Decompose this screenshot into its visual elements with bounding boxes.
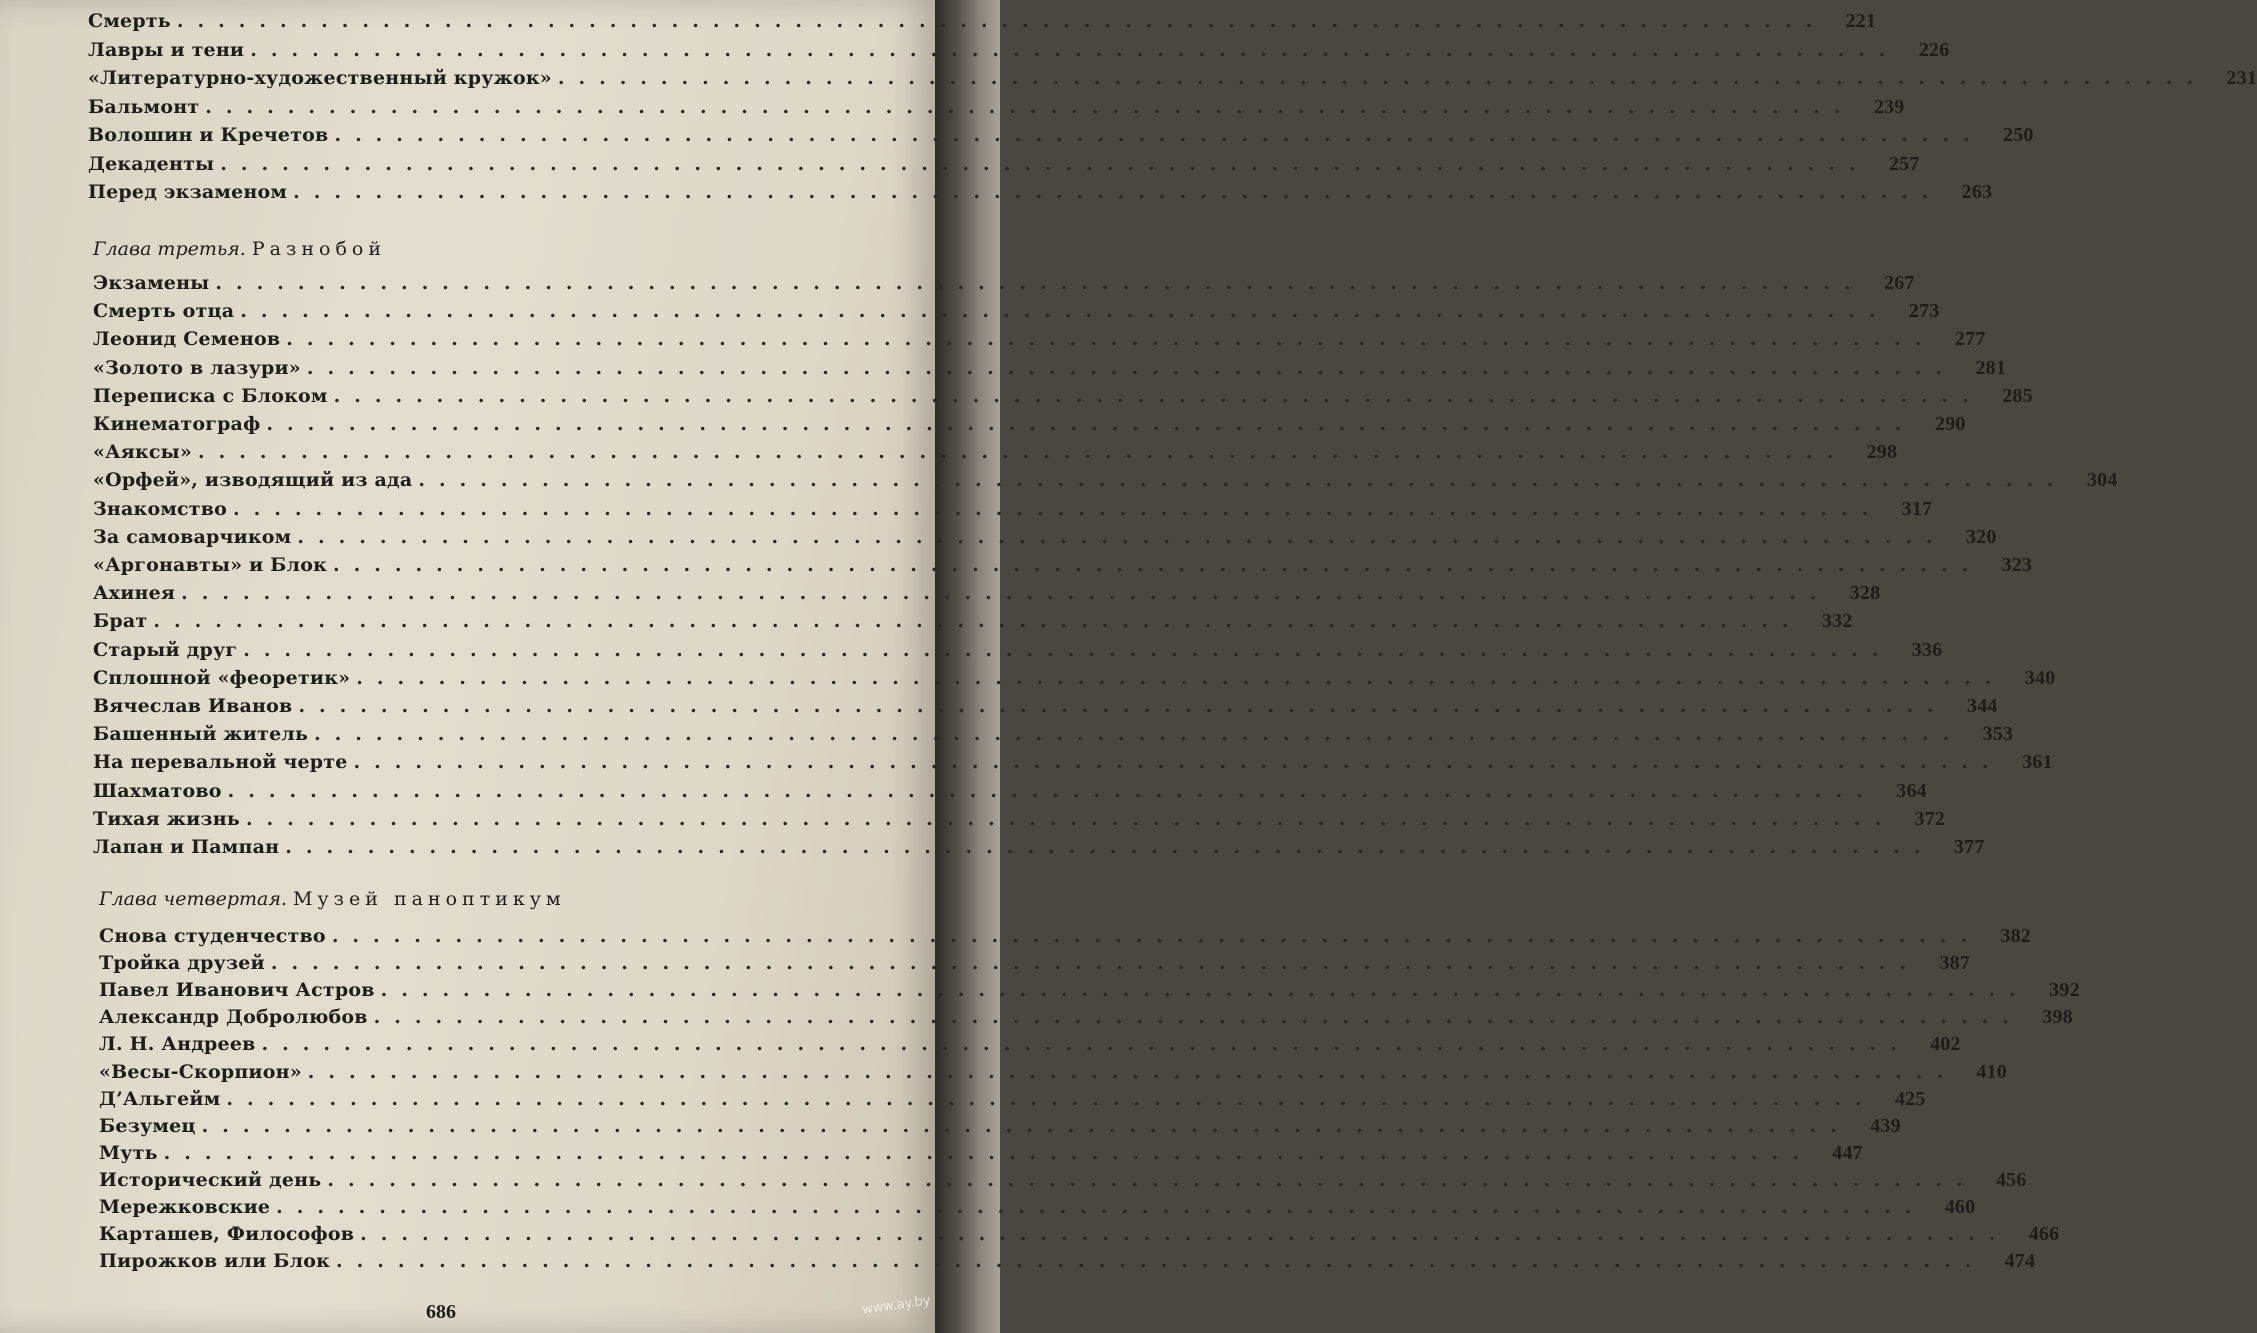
entry-page-number: 336	[1911, 638, 1943, 661]
dot-leader: ................................................................................	[314, 723, 1964, 746]
toc-entry	[93, 469, 2118, 497]
entry-page-number: 257	[1888, 152, 1920, 175]
entry-title: Шахматово	[93, 779, 222, 802]
toc-entry	[99, 1087, 1926, 1116]
dot-leader: ................................................................................	[250, 38, 1900, 61]
dot-leader: ................................................................................	[327, 1168, 1977, 1191]
entry-title: Александр Добролюбов	[99, 1006, 368, 1029]
chapter-prefix: Глава третья.	[93, 238, 246, 260]
toc-entry	[99, 1114, 1901, 1143]
toc-entry	[93, 695, 1998, 723]
chapter-name: Музей паноптикум	[293, 888, 566, 910]
toc-entry	[93, 610, 1853, 638]
toc-entry	[93, 441, 1898, 469]
entry-page-number: 267	[1884, 272, 1915, 294]
entry-title: Знакомство	[93, 497, 228, 520]
dot-leader: ................................................................................	[336, 1250, 1986, 1273]
entry-page-number: 474	[2004, 1250, 2036, 1273]
watermark: www.ay.by	[861, 1293, 932, 1318]
toc-entry	[93, 638, 1943, 667]
dot-leader: ................................................................................	[181, 582, 1831, 605]
toc-entry	[99, 1223, 2060, 1251]
entry-page-number: 273	[1908, 300, 1940, 323]
dot-leader: ................................................................................	[215, 272, 1865, 294]
toc-entry	[93, 554, 2033, 582]
entry-title: Бальмонт	[88, 95, 200, 118]
entry-page-number: 377	[1953, 836, 1985, 858]
entry-title: Лавры и тени	[88, 38, 245, 61]
toc-entry	[93, 751, 2053, 779]
toc-entry	[99, 925, 2031, 953]
entry-title: На перевальной черте	[93, 751, 348, 774]
entry-page-number: 456	[1995, 1168, 2027, 1191]
dot-leader: ................................................................................	[297, 525, 1947, 548]
entry-page-number: 332	[1821, 610, 1853, 633]
dot-leader: ................................................................................	[333, 384, 1983, 407]
entry-page-number: 466	[2028, 1223, 2060, 1246]
dot-leader: ................................................................................	[245, 807, 1896, 830]
entry-page-number: 372	[1914, 807, 1946, 830]
chapter-heading	[93, 238, 386, 260]
toc-entry	[93, 582, 1881, 610]
dot-leader: ................................................................................	[333, 554, 1983, 576]
entry-page-number: 439	[1870, 1114, 1901, 1137]
toc-entry	[99, 1196, 1976, 1224]
toc-entry	[99, 1033, 1961, 1061]
dot-leader: ................................................................................	[227, 779, 1877, 802]
entry-page-number: 221	[1845, 10, 1877, 32]
dot-leader: ................................................................................	[276, 1196, 1926, 1218]
toc-entry	[93, 356, 2007, 385]
dot-leader: ................................................................................	[243, 638, 1893, 661]
entry-title: Брат	[93, 610, 148, 633]
entry-page-number: 239	[1873, 95, 1905, 118]
dot-leader: ................................................................................	[293, 181, 1943, 203]
entry-title: Павел Иванович Астров	[99, 979, 375, 1002]
dot-leader: ................................................................................	[233, 497, 1883, 520]
toc-entry	[99, 1250, 2036, 1278]
dot-leader: ................................................................................	[334, 124, 1984, 146]
entry-title: Смерть отца	[93, 300, 235, 323]
toc-entry	[93, 779, 1927, 808]
entry-title: «Аргонавты» и Блок	[93, 554, 328, 576]
entry-title: Кинематограф	[93, 413, 261, 435]
entry-page-number: 250	[2003, 124, 2034, 146]
entry-title: Мережковские	[99, 1196, 271, 1218]
entry-title: Сплошной «феоретик»	[93, 666, 351, 689]
entry-page-number: 425	[1894, 1087, 1926, 1110]
dot-leader: ................................................................................	[298, 695, 1948, 717]
entry-title: Безумец	[99, 1114, 196, 1137]
entry-title: Д’Альгейм	[99, 1087, 221, 1110]
entry-page-number: 323	[2001, 554, 2033, 576]
dot-leader: ................................................................................	[307, 1060, 1957, 1083]
toc-entry	[93, 272, 1915, 300]
entry-page-number: 290	[1935, 413, 1966, 435]
entry-page-number: 382	[2000, 925, 2031, 947]
entry-title: Волошин и Кречетов	[88, 124, 329, 146]
dot-leader: ................................................................................	[373, 1006, 2023, 1029]
entry-title: Башенный житель	[93, 723, 309, 746]
entry-page-number: 353	[1982, 723, 2014, 746]
dot-leader: ................................................................................	[198, 441, 1848, 464]
dot-leader: ................................................................................	[261, 1033, 1911, 1056]
dot-leader: ................................................................................	[557, 67, 2208, 89]
toc-entry	[93, 807, 1946, 836]
toc-entry	[88, 152, 1920, 181]
entry-page-number: 361	[2022, 751, 2053, 774]
entry-page-number: 320	[1965, 525, 1997, 548]
dot-leader: ................................................................................	[270, 952, 1921, 975]
entry-page-number: 402	[1930, 1033, 1961, 1056]
entry-page-number: 298	[1866, 441, 1898, 464]
chapter-heading	[99, 888, 566, 910]
entry-page-number: 317	[1901, 497, 1933, 520]
dot-leader: ................................................................................	[285, 836, 1935, 858]
entry-title: Вячеслав Иванов	[93, 695, 293, 717]
dot-leader: ................................................................................	[380, 979, 2030, 1002]
entry-page-number: 398	[2042, 1006, 2073, 1029]
entry-page-number: 277	[1954, 328, 1986, 351]
dot-leader: ................................................................................	[353, 751, 2003, 774]
entry-page-number: 364	[1896, 779, 1927, 802]
entry-page-number: 387	[1939, 952, 1971, 975]
entry-title: Лапан и Пампан	[93, 836, 280, 858]
entry-page-number: 340	[2024, 666, 2056, 689]
entry-title: «Литературно-художественный кружок»	[88, 67, 552, 89]
entry-page-number: 460	[1944, 1196, 1976, 1218]
entry-page-number: 231	[2226, 67, 2257, 89]
entry-title: Л. Н. Андреев	[99, 1033, 256, 1056]
dot-leader: ................................................................................	[163, 1141, 1813, 1164]
toc-entry	[88, 67, 2257, 95]
toc-entry	[88, 95, 1905, 124]
entry-page-number: 410	[1976, 1060, 2007, 1083]
entry-title: Муть	[99, 1141, 158, 1164]
entry-title: Карташев, Философов	[99, 1223, 355, 1246]
dot-leader: ................................................................................	[205, 95, 1855, 118]
dot-leader: ................................................................................	[201, 1114, 1851, 1137]
toc-entry	[88, 124, 2034, 152]
toc-entry	[88, 181, 1993, 209]
toc-entry	[93, 497, 1933, 526]
dot-leader: ................................................................................	[286, 328, 1936, 351]
toc-entry	[99, 1141, 1863, 1170]
toc-entry	[99, 1060, 2007, 1089]
entry-page-number: 281	[1975, 356, 2007, 379]
dot-leader: ................................................................................	[153, 610, 1803, 633]
entry-title: Смерть	[88, 10, 171, 32]
dot-leader: ................................................................................	[266, 413, 1916, 435]
toc-entry	[93, 525, 1997, 554]
entry-title: Снова студенчество	[99, 925, 326, 947]
toc-entry	[93, 384, 2033, 413]
entry-title: Леонид Семенов	[93, 328, 281, 351]
chapter-name: Разнобой	[251, 238, 387, 260]
toc-entry	[88, 38, 1950, 67]
entry-title: За самоварчиком	[93, 525, 292, 548]
entry-title: «Аяксы»	[93, 441, 192, 464]
entry-title: Перед экзаменом	[88, 181, 288, 203]
entry-title: Ахинея	[93, 582, 176, 605]
dot-leader: ................................................................................	[240, 300, 1890, 323]
dot-leader: ................................................................................	[418, 469, 2068, 492]
entry-page-number: 226	[1918, 38, 1950, 61]
entry-title: Исторический день	[99, 1168, 322, 1191]
entry-title: «Орфей», изводящий из ада	[93, 469, 413, 492]
entry-title: Пирожков или Блок	[99, 1250, 331, 1273]
entry-page-number: 304	[2086, 469, 2118, 492]
entry-title: Старый друг	[93, 638, 238, 661]
dot-leader: ................................................................................	[226, 1087, 1876, 1110]
toc-entry	[99, 979, 2080, 1007]
dot-leader: ................................................................................	[176, 10, 1827, 32]
entry-page-number: 447	[1832, 1141, 1863, 1164]
entry-title: Экзамены	[93, 272, 210, 294]
entry-title: «Золото в лазури»	[93, 356, 301, 379]
toc-entry	[93, 413, 1966, 441]
dot-leader: ................................................................................	[356, 666, 2006, 689]
toc-entry	[93, 836, 1985, 864]
dot-leader: ................................................................................	[360, 1223, 2010, 1246]
entry-page-number: 328	[1849, 582, 1881, 605]
toc-entry	[99, 952, 1971, 980]
dot-leader: ................................................................................	[331, 925, 1981, 947]
toc-entry	[93, 723, 2014, 751]
toc-entry	[88, 10, 1877, 38]
entry-title: Декаденты	[88, 152, 215, 175]
toc-entry	[99, 1006, 2073, 1034]
entry-title: Тихая жизнь	[93, 807, 240, 830]
entry-page-number: 392	[2049, 979, 2080, 1002]
dot-leader: ................................................................................	[220, 152, 1870, 175]
entry-title: «Весы-Скорпион»	[99, 1060, 302, 1083]
toc-entry	[99, 1168, 2027, 1197]
toc-entry	[93, 328, 1986, 356]
entry-page-number: 344	[1967, 695, 1998, 717]
chapter-prefix: Глава четвертая.	[99, 888, 287, 910]
toc-entry	[93, 666, 2056, 695]
dot-leader: ................................................................................	[306, 356, 1957, 379]
page-number: 686	[426, 1301, 456, 1323]
toc-entry	[93, 300, 1940, 328]
entry-title: Тройка друзей	[99, 952, 265, 975]
entry-title: Переписка с Блоком	[93, 384, 328, 407]
entry-page-number: 263	[1961, 181, 1993, 203]
entry-page-number: 285	[2002, 384, 2033, 407]
